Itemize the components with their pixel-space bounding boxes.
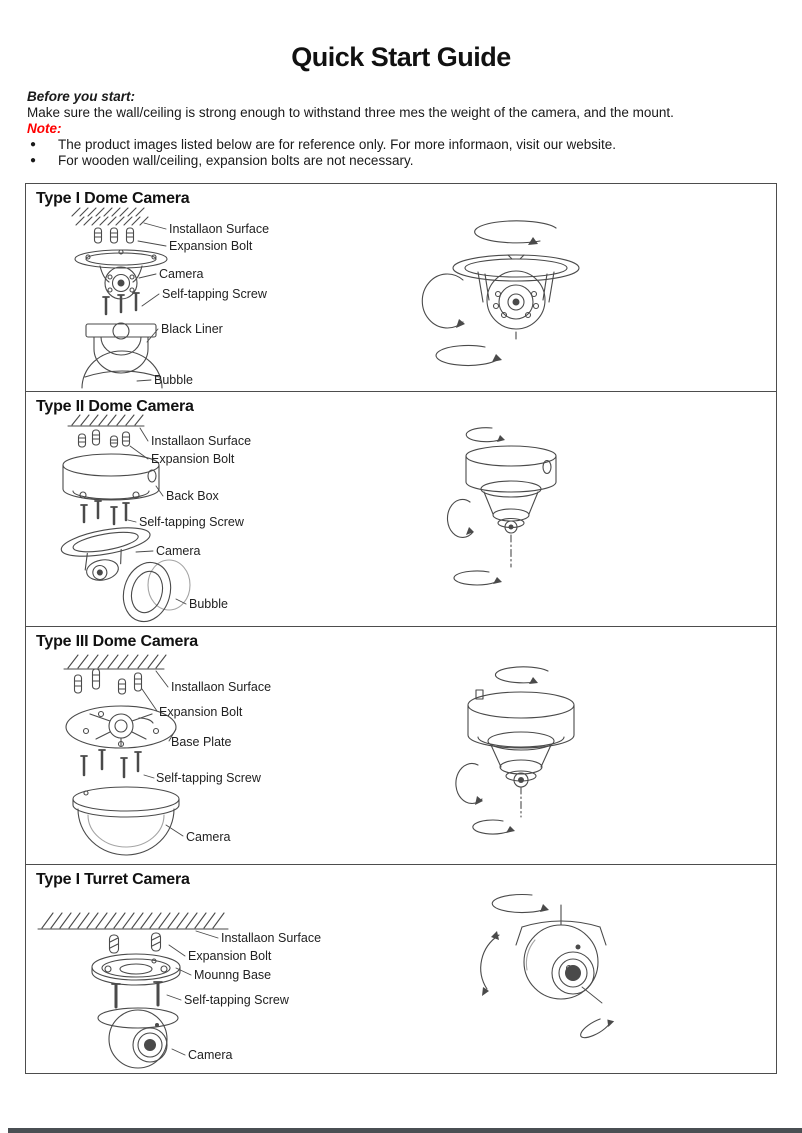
expansion-bolt-graphic <box>110 933 161 953</box>
section-type-i-dome <box>26 184 776 392</box>
part-label: Base Plate <box>171 735 232 749</box>
camera-types-table <box>25 183 777 1074</box>
page-title: Quick Start Guide <box>291 42 511 72</box>
part-label: Installaon Surface <box>171 680 272 694</box>
installation-surface-graphic <box>38 913 228 929</box>
section-type-ii-dome <box>26 392 776 627</box>
leader-lines <box>142 671 183 836</box>
self-tapping-screw-graphic <box>81 501 129 524</box>
self-tapping-screw-graphic <box>103 293 139 314</box>
rotation-arrow-icon <box>495 667 548 683</box>
part-label: Installaon Surface <box>151 434 252 448</box>
assembled-camera-graphic <box>456 667 574 834</box>
intro-body-text: Make sure the wall/ceiling is strong enough to withstand three mes the weight of the camera, and the mount. <box>27 105 674 120</box>
type-iii-dome-diagram <box>26 627 775 864</box>
back-box-graphic <box>63 454 159 500</box>
rotation-arrow-icon <box>481 935 499 989</box>
mounting-base-graphic <box>92 954 180 985</box>
rotation-arrow-icon <box>473 820 512 834</box>
bubble-graphic <box>117 557 190 626</box>
section-heading: Type III Dome Camera <box>36 633 198 650</box>
rotation-arrow-icon <box>422 274 463 328</box>
part-label: Expansion Bolt <box>188 949 272 963</box>
note-bullet-1-text: The product images listed below are for reference only. For more informaon, visit our website. <box>58 137 616 152</box>
self-tapping-screw-graphic <box>112 982 162 1007</box>
part-label: Bubble <box>189 597 228 611</box>
part-label: Bubble <box>154 373 193 387</box>
rotation-arrow-icon <box>578 1013 615 1042</box>
black-liner-graphic <box>86 323 156 373</box>
part-label: Installaon Surface <box>221 931 322 945</box>
note-heading: Note: <box>27 121 62 136</box>
bullet-icon: ● <box>30 155 37 166</box>
note-bullet-2-text: For wooden wall/ceiling, expansion bolts are not necessary. <box>58 153 414 168</box>
part-label: Expansion Bolt <box>169 239 253 253</box>
type-i-turret-diagram <box>26 865 775 1073</box>
footer-bar <box>8 1128 802 1133</box>
section-type-iii-dome <box>26 627 776 865</box>
expansion-bolt-graphic <box>95 228 134 243</box>
camera-graphic <box>98 1008 178 1068</box>
part-label: Camera <box>186 830 231 844</box>
before-you-start-heading: Before you start: <box>27 89 136 104</box>
rotation-arrow-icon <box>475 221 556 243</box>
installation-surface-graphic <box>72 208 148 225</box>
part-label: Camera <box>188 1048 233 1062</box>
rotation-arrow-icon <box>466 428 502 442</box>
assembled-camera-graphic <box>422 221 579 366</box>
note-bullet-1 <box>27 137 775 153</box>
part-label: Self-tapping Screw <box>139 515 244 529</box>
part-label: Installaon Surface <box>169 222 270 236</box>
part-label: Self-tapping Screw <box>184 993 289 1007</box>
assembled-camera-graphic <box>481 895 616 1042</box>
intro-block <box>27 89 775 169</box>
part-label: Camera <box>159 267 204 281</box>
part-label: Black Liner <box>161 322 223 336</box>
part-label: Mounng Base <box>194 968 272 982</box>
part-label: Camera <box>156 544 201 558</box>
camera-graphic <box>59 522 156 586</box>
type-i-dome-diagram <box>26 184 775 391</box>
bubble-graphic <box>82 351 162 388</box>
section-heading: Type I Dome Camera <box>36 190 190 207</box>
rotation-arrow-icon <box>436 345 499 365</box>
section-heading: Type II Dome Camera <box>36 398 194 415</box>
part-label: Expansion Bolt <box>151 452 235 466</box>
part-label: Back Box <box>166 489 219 503</box>
rotation-arrow-icon <box>492 895 546 913</box>
part-label: Expansion Bolt <box>159 705 243 719</box>
installation-surface-graphic <box>64 655 166 669</box>
type-ii-dome-diagram <box>26 392 775 626</box>
expansion-bolt-graphic <box>75 669 142 694</box>
rotation-arrow-icon <box>454 571 499 585</box>
assembled-camera-graphic <box>447 428 556 585</box>
installation-surface-graphic <box>68 415 144 426</box>
part-label: Self-tapping Screw <box>162 287 267 301</box>
camera-graphic <box>73 787 179 855</box>
note-bullet-2 <box>27 153 775 169</box>
part-label: Self-tapping Screw <box>156 771 261 785</box>
leader-lines <box>137 223 166 381</box>
section-type-i-turret <box>26 865 776 1073</box>
self-tapping-screw-graphic <box>81 750 141 777</box>
bullet-icon: ● <box>30 139 37 150</box>
expansion-bolt-graphic <box>79 430 130 447</box>
section-heading: Type I Turret Camera <box>36 871 190 888</box>
